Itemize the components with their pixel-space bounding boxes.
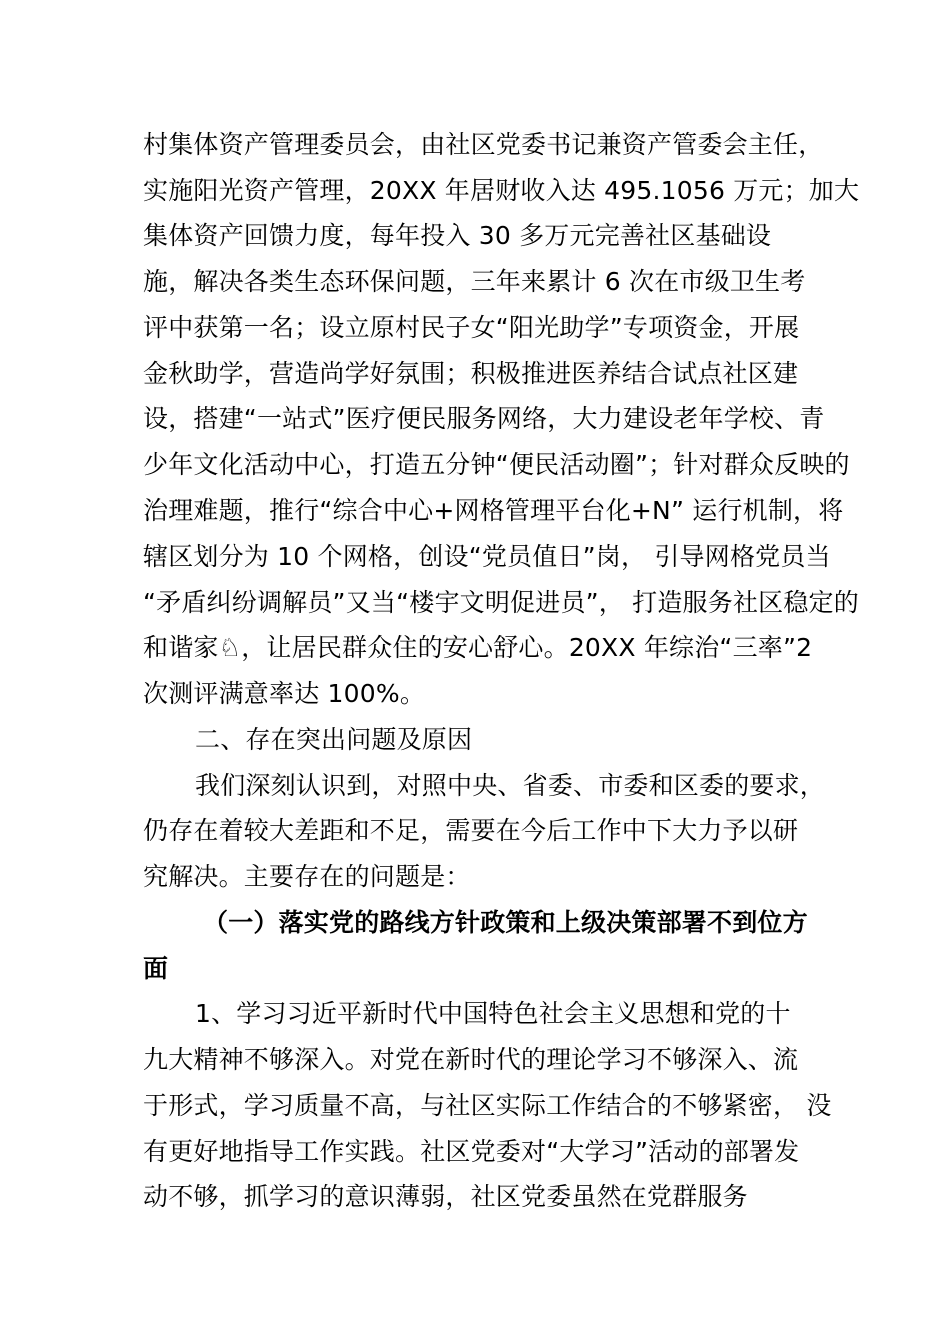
section-heading: 二、存在突出问题及原因	[195, 725, 473, 754]
text-line: 九大精神不够深入。对党在新时代的理论学习不够深入、流	[143, 1045, 799, 1074]
text-line: 和谐家♘，让居民群众住的安心舒心。20XX 年综治“三率”2	[143, 633, 813, 662]
paragraph-start: 1、学习习近平新时代中国特色社会主义思想和党的十	[195, 999, 791, 1028]
text-line: 仍存在着较大差距和不足，需要在今后工作中下大力予以研	[143, 816, 799, 845]
subsection-heading: （一）落实党的路线方针政策和上级决策部署不到位方	[203, 908, 808, 937]
text-line: 施，解决各类生态环保问题，三年来累计 6 次在市级卫生考	[143, 267, 806, 296]
text-line: 有更好地指导工作实践。社区党委对“大学习”活动的部署发	[143, 1137, 800, 1166]
text-line: 金秋助学，营造尚学好氛围；积极推进医养结合试点社区建	[143, 359, 799, 388]
text-line: 究解决。主要存在的问题是：	[143, 862, 471, 891]
text-line: 村集体资产管理委员会，由社区党委书记兼资产管委会主任，	[143, 130, 824, 159]
paragraph-start: 我们深刻认识到，对照中央、省委、市委和区委的要求，	[195, 771, 826, 800]
text-line: 设，搭建“一站式”医疗便民服务网络，大力建设老年学校、青	[143, 404, 825, 433]
text-line: 集体资产回馈力度，每年投入 30 多万元完善社区基础设	[143, 221, 772, 250]
text-line: “矛盾纠纷调解员”又当“楼宇文明促进员”， 打造服务社区稳定的	[143, 588, 859, 617]
text-line: 辖区划分为 10 个网格，创设“党员值日”岗， 引导网格党员当	[143, 542, 831, 571]
text-line: 动不够，抓学习的意识薄弱，社区党委虽然在党群服务	[143, 1182, 748, 1211]
text-line: 次测评满意率达 100%。	[143, 679, 426, 708]
text-line: 实施阳光资产管理，20XX 年居财收入达 495.1056 万元；加大	[143, 176, 860, 205]
text-line: 于形式，学习质量不高，与社区实际工作结合的不够紧密， 没	[143, 1091, 832, 1120]
text-line: 少年文化活动中心，打造五分钟“便民活动圈”；针对群众反映的	[143, 450, 850, 479]
text-line: 评中获第一名；设立原村民子女“阳光助学”专项资金，开展	[143, 313, 800, 342]
subsection-heading-cont: 面	[143, 954, 169, 983]
text-line: 治理难题，推行“综合中心+网格管理平台化+N” 运行机制，将	[143, 496, 844, 525]
